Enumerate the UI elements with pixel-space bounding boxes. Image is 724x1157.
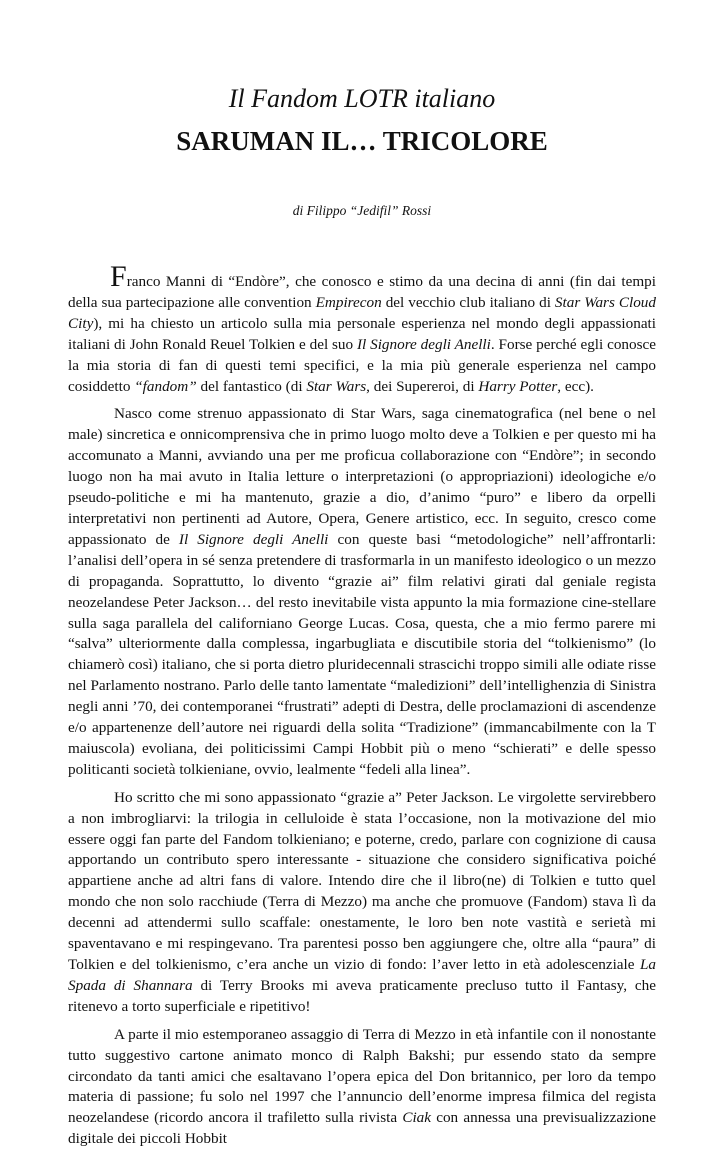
- paragraph-1: Franco Manni di “Endòre”, che conosco e stimo da una decina di anni (fin dai tempi della sua partecipazione alle convention Empirecon del vecchio club italiano di Star Wars Cloud City), mi ha chiesto un articolo sulla mia personale esperienza nel mondo degli appassionati italiani di John Ronald Reuel Tolkien e del suo Il Signore degli Anelli. Forse perché egli conosce la mia storia di fan di questi temi specifici, e la mia più generale esperienza nel campo cosiddetto “fandom” del fantastico (di Star Wars, dei Supereroi, di Harry Potter, ecc).: [68, 260, 656, 395]
- article-series-title: Il Fandom LOTR italiano: [228, 84, 496, 113]
- paragraph-3: Ho scritto che mi sono appassionato “grazie a” Peter Jackson. Le virgolette servirebbero a non imbrogliarvi: la trilogia in celluloide è stata l’occasione, non la motivazione del mio essere oggi fan parte del Fandom tolkieniano; e poterne, credo, parlare con cognizione di causa apportando un contributo spero interessante - situazione che considero significativa poiché appartiene anche ad altri fans di valore. Intendo dire che il libro(ne) di Tolkien e tutto quel mondo che non solo racchiude (Terra di Mezzo) ma anche che promuove (Fandom) stava lì da decenni ad attendermi sullo scaffale: onestamente, le loro ben note vastità e serietà mi spaventavano e mi respingevano. Tra parentesi posso ben aggiungere che, oltre alla “paura” di Tolkien e del tolkienismo, c’era anche un vizio di fondo: l’aver letto in età adolescenziale La Spada di Shannara di Terry Brooks mi aveva praticamente precluso tutto il Fantasy, che ritenevo a torto superficiale e ripetitivo!: [68, 788, 656, 1015]
- paragraph-2: Nasco come strenuo appassionato di Star Wars, saga cinematografica (nel bene o nel male) sincretica e onnicomprensiva che in primo luogo molto deve a Tolkien e per questo mi ha accomunato a Manni, avviando una per me proficua collaborazione con “Endòre”; in secondo luogo non ha mai avuto in Italia letture o interpretazioni (o appropriazioni) ideologiche e/o pseudo-politiche e mi ha mantenuto, grazie a dio, d’animo “puro” e libero da orpelli interpretativi non pertinenti ad Autore, Opera, Genere artistico, ecc. In seguito, cresco come appassionato de Il Signore degli Anelli con queste basi “metodologiche” nell’affrontarli: l’analisi dell’opera in sé senza pretendere di trasformarla in un manifesto ideologico o un mezzo di propaganda. Soprattutto, lo divento “grazie ai” film relativi girati dal geniale regista neozelandese Peter Jackson… del resto inevitabile vista appunto la mia formazione cine-stellare sulla saga parallela del californiano George Lucas. Cosa, questa, che a mio fermo parere mi “salva” ulteriormente dalla complessa, ingarbugliata e discutibile storia del “tolkienismo” (lo chiamerò così) italiano, che si porta dietro pluridecennali strascichi troppo simili alle odiate risse nel Parlamento nostrano. Parlo delle tanto lamentate “maledizioni” dell’intellighenzia di Sinistra negli anni ’70, dei contemporanei “frustrati” adepti di Destra, delle proclamazioni di ascendenze e/o appartenenze dell’autore nei riguardi della solita “Tradizione” (immancabilmente con la T maiuscola) evoliana, dei politicissimi Campi Hobbit più o meno “schierati” e delle spesso politicanti società tolkieniane, ovvio, lealmente “fedeli alla linea”.: [68, 405, 656, 778]
- drop-cap: F: [110, 260, 127, 293]
- article-title: SARUMAN IL… TRICOLORE: [176, 126, 548, 156]
- author-byline: di Filippo “Jedifil” Rossi: [292, 203, 432, 218]
- article-body: [68, 262, 656, 1157]
- paragraph-4: A parte il mio estemporaneo assaggio di Terra di Mezzo in età infantile con il nonostante tutto suggestivo cartone animato monco di Ralph Bakshi; pur essendo stato da sempre circondato da tanti amici che esaltavano l’opera epica del Don britannico, per loro da tempo materia di passione; fu solo nel 1997 che l’annuncio dell’enorme impresa filmica del regista neozelandese (ricordo ancora il trafiletto sulla rivista Ciak con annessa una previsualizzazione digitale dei piccoli Hobbit: [68, 1025, 656, 1148]
